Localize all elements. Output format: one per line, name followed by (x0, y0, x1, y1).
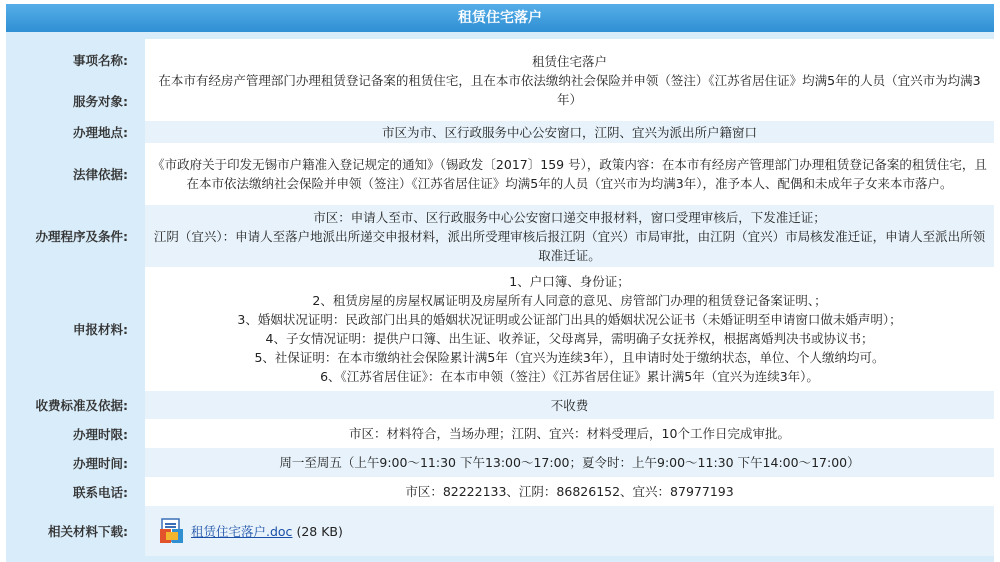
value-legal (145, 143, 994, 205)
material-item: 4、子女情况证明：提供户口簿、出生证、收养证，父母离异，需明确子女抚养权，根据离婚判决书或协议书； (265, 331, 874, 346)
value-location-text: 市区为市、区行政服务中心公安窗口，江阴、宜兴为派出所户籍窗口 (381, 124, 757, 140)
page-title: 租赁住宅落户 (6, 4, 994, 32)
value-target: 在本市有经房产管理部门办理租赁登记备案的租赁住宅，且在本市依法缴纳社会保险并申领（签注）《江苏省居住证》均满5年的人员（宜兴市为均满3年） (158, 72, 981, 107)
download-item[interactable] (159, 517, 343, 545)
file-size: (28 KB) (296, 523, 343, 539)
value-hours (145, 448, 994, 477)
row-time-limit (6, 419, 994, 448)
row-download (6, 506, 994, 556)
download-link[interactable]: 租赁住宅落户.doc (191, 523, 293, 539)
value-fee-text: 不收费 (550, 397, 589, 413)
label-hours: 办理时间: (73, 455, 128, 471)
row-item-target (6, 39, 994, 121)
material-item: 6、《江苏省居住证》：在本市申领（签注）《江苏省居住证》累计满5年（宜兴为连续3年）。 (320, 369, 819, 384)
material-item: 1、户口簿、身份证； (509, 274, 630, 289)
row-procedure (6, 205, 994, 267)
value-hours-text: 周一至周五（上午9:00～11:30 下午13:00～17:00；夏令时：上午9:00～11:30 下午14:00～17:00） (279, 455, 860, 470)
value-procedure (145, 205, 994, 267)
material-item: 5、社保证明：在本市缴纳社会保险累计满5年（宜兴为连续3年），且申请时处于缴纳状态，单位、个人缴纳均可。 (254, 350, 885, 365)
material-item: 3、婚姻状况证明：民政部门出具的婚姻状况证明或公证部门出具的婚姻状况公证书（未婚证明至申请窗口做未婚声明）； (237, 312, 902, 327)
label-time-limit: 办理时限: (73, 426, 128, 442)
material-item: 2、租赁房屋的房屋权属证明及房屋所有人同意的意见、房管部门办理的租赁登记备案证明、； (312, 293, 827, 308)
value-fee (145, 391, 994, 419)
procedure-line: 市区：申请人至市、区行政服务中心公安窗口递交申报材料，窗口受理审核后，下发准迁证； (313, 209, 826, 225)
value-time-limit-text: 市区：材料符合，当场办理；江阴、宜兴：材料受理后，10个工作日完成审批。 (349, 426, 790, 441)
label-fee: 收费标准及依据: (35, 398, 128, 413)
content-panel (6, 4, 994, 562)
label-download: 相关材料下载: (48, 524, 128, 539)
procedure-line: 江阴（宜兴）：申请人至落户地派出所递交申报材料，派出所受理审核后报江阴（宜兴）市局审批，由江阴（宜兴）市局核发准迁证，申请人至派出所领取准迁证。 (153, 228, 986, 263)
value-legal-text: 《市政府关于印发无锡市户籍准入登记规定的通知》（锡政发〔2017〕159 号），政策内容：在本市有经房产管理部门办理租赁登记备案的租赁住宅，且在本市依法缴纳社会保险并申领（签注）《江苏省居住证》均满5年的人员（宜兴市为均满3年），准予本人、配偶和未成年子女来本市落户。 (152, 157, 987, 191)
value-phone (145, 477, 994, 506)
label-procedure: 办理程序及条件: (35, 229, 128, 244)
row-phone (6, 477, 994, 506)
label-location: 办理地点: (73, 125, 128, 140)
value-materials (145, 267, 994, 391)
label-item-name: 事项名称: (73, 52, 128, 68)
row-materials (6, 267, 994, 391)
value-download (145, 506, 994, 556)
row-location (6, 121, 994, 143)
row-hours (6, 448, 994, 477)
value-item-name: 租赁住宅落户 (531, 53, 607, 69)
label-materials: 申报材料: (73, 322, 128, 337)
value-time-limit (145, 419, 994, 448)
value-item-target (145, 39, 994, 121)
row-fee (6, 391, 994, 419)
value-location (145, 121, 994, 143)
row-legal (6, 143, 994, 205)
value-phone-text: 市区：82222133、江阴：86826152、宜兴：87977193 (405, 484, 734, 499)
label-target: 服务对象: (73, 93, 128, 109)
label-legal: 法律依据: (73, 167, 128, 182)
doc-file-icon[interactable] (159, 517, 185, 545)
label-phone: 联系电话: (73, 484, 128, 500)
